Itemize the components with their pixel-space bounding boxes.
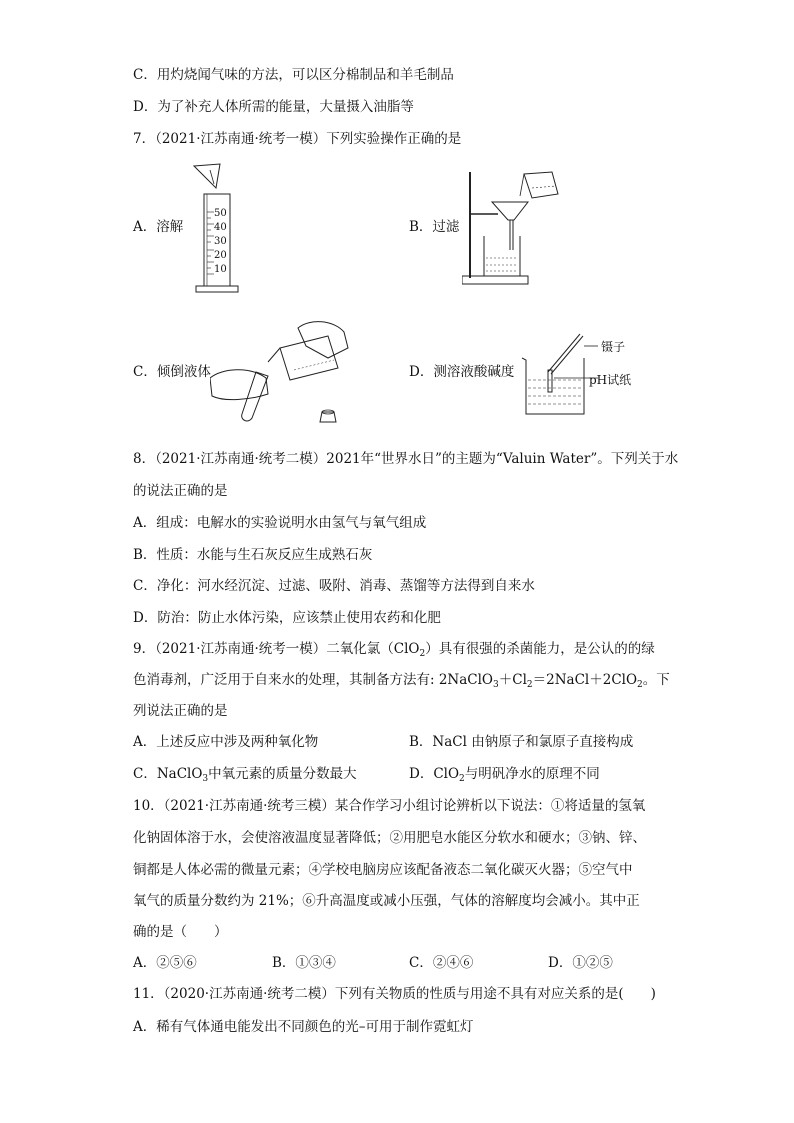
q10-line5: 确的是（ ）: [133, 924, 228, 940]
q11-stem: 11．（2020·江苏南通·统考二模）下列有关物质的性质与用途不具有对应关系的是( ): [133, 986, 656, 1002]
cylinder-mark-10: 10: [214, 264, 227, 275]
q9-stem-line1: 9．（2021·江苏南通·统考一模）二氧化氯（ClO$_2$）具有很强的杀菌能力，是公认的的绿: [133, 641, 655, 659]
q10-option-a: A．②⑤⑥: [133, 955, 197, 971]
filtration-apparatus-figure: [462, 162, 562, 288]
q7-option-b-label: B．过滤: [409, 219, 460, 235]
q10-option-d: D．①②⑤: [548, 955, 613, 971]
q7-stem: 7．（2021·江苏南通·统考一模）下列实验操作正确的是: [133, 131, 462, 147]
q10-line1: 10．（2021·江苏南通·统考三模）某合作学习小组讨论辨析以下说法：①将适量的氢氧: [133, 798, 646, 814]
q10-line3: 铜都是人体必需的微量元素；④学校电脑房应该配备液态二氧化碳灭火器；⑤空气中: [133, 862, 633, 878]
q8-stem-line2: 的说法正确的是: [133, 483, 228, 499]
q8-option-c: C．净化：河水经沉淀、过滤、吸附、消毒、蒸馏等方法得到自来水: [133, 578, 535, 594]
q8-option-b: B．性质：水能与生石灰反应生成熟石灰: [133, 547, 373, 563]
q8-stem-line1: 8．（2021·江苏南通·统考二模）2021年“世界水日”的主题为“Valuin Water”。下列关于水: [133, 451, 679, 467]
q9-option-c: C．NaClO$_3$中氧元素的质量分数最大: [133, 766, 357, 784]
cylinder-mark-20: 20: [214, 250, 227, 261]
ph-test-figure: [520, 332, 600, 416]
q10-line4: 氧气的质量分数约为 21%；⑥升高温度或减小压强，气体的溶解度均会减小。其中正: [133, 893, 640, 909]
label-ph-paper: pH试纸: [589, 373, 632, 387]
q10-option-b: B．①③④: [272, 955, 336, 971]
cylinder-mark-40: 40: [214, 222, 227, 233]
q7-option-a-label: A．溶解: [133, 219, 184, 235]
q9-option-d: D．ClO$_2$与明矾净水的原理不同: [409, 766, 600, 784]
q6-option-c: C．用灼烧闻气味的方法，可以区分棉制品和羊毛制品: [133, 67, 454, 83]
q8-option-a: A．组成：电解水的实验说明水由氢气与氧气组成: [133, 515, 427, 531]
label-tweezers: 镊子: [601, 340, 626, 354]
cylinder-mark-30: 30: [214, 236, 227, 247]
q9-option-a: A．上述反应中涉及两种氧化物: [133, 734, 319, 750]
q9-stem-line2: 色消毒剂，广泛用于自来水的处理，其制备方法有: $2NaClO_3+Cl_2=2NaCl+2ClO_2$。下: [133, 672, 670, 690]
q7-option-c-label: C．倾倒液体: [133, 364, 211, 380]
q10-option-c: C．②④⑥: [409, 955, 474, 971]
q8-option-d: D．防治：防止水体污染，应该禁止使用农药和化肥: [133, 610, 441, 626]
q6-option-d: D．为了补充人体所需的能量，大量摄入油脂等: [133, 99, 414, 115]
q9-option-b: B．NaCl 由钠原子和氯原子直接构成: [409, 734, 634, 750]
q10-line2: 化钠固体溶于水，会使溶液温度显著降低；②用肥皂水能区分软水和硬水；③钠、锌、: [133, 830, 646, 846]
q11-option-a: A．稀有气体通电能发出不同颜色的光–可用于制作霓虹灯: [133, 1019, 474, 1035]
q9-stem-line3: 列说法正确的是: [133, 703, 228, 719]
q7-option-d-label: D．测溶液酸碱度: [409, 364, 515, 380]
pouring-liquid-figure: [210, 318, 355, 426]
cylinder-mark-50: 50: [214, 208, 227, 219]
